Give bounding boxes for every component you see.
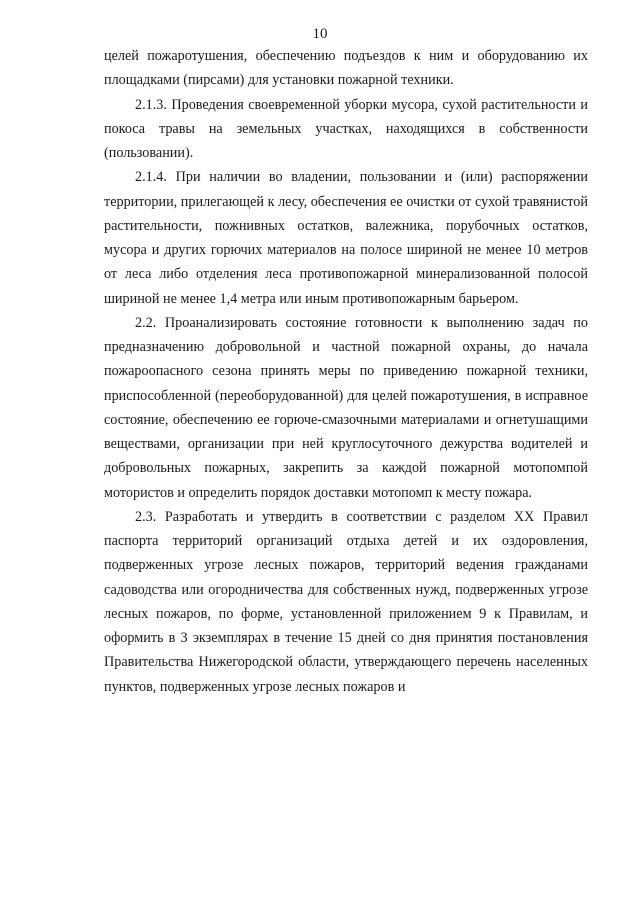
paragraph-2-3: 2.3. Разработать и утвердить в соответствии с разделом XX Правил паспорта территорий организаций отдыха детей и их оздоровления, подверженных угрозе лесных пожаров, территорий ведения гражданами садоводства или огородничества для собственных нужд, подверженных угрозе лесных пожаров, по форме, установленной приложением 9 к Правилам, и оформить в 3 экземплярах в течение 15 дней со дня принятия постановления Правительства Нижегородской области, утверждающего перечень населенных пунктов, подверженных угрозе лесных пожаров и — [104, 508, 588, 695]
paragraph-2-2: 2.2. Проанализировать состояние готовности к выполнению задач по предназначению добровольной и частной пожарной охраны, до начала пожароопасного сезона принять меры по приведению пожарной техники, приспособленной (переоборудованной) для целей пожаротушения, в исправное состояние, обеспечению ее горюче-смазочными материалами и огнетушащими веществами, организации при ней круглосуточного дежурства водителей и добровольных пожарных, закрепить за каждой пожарной мотопомпой мотористов и определить порядок доставки мотопомп к месту пожара. — [104, 314, 588, 501]
paragraph-2-1-3: 2.1.3. Проведения своевременной уборки мусора, сухой растительности и покоса травы на земельных участках, находящихся в собственности (пользовании). — [104, 96, 588, 161]
page-number: 10 — [312, 26, 328, 42]
paragraph-2-1-4: 2.1.4. При наличии во владении, пользовании и (или) распоряжении территории, прилегающей к лесу, обеспечения ее очистки от сухой травянистой растительности, пожнивных остатков, валежника, порубочных остатков, мусора и других горючих материалов на полосе шириной не менее 10 метров от леса либо отделения леса противопожарной минерализованной полосой шириной не менее 1,4 метра или иным противопожарным барьером. — [104, 169, 588, 307]
document-body — [104, 44, 588, 699]
paragraph-continuation: целей пожаротушения, обеспечению подъездов к ним и оборудованию их площадками (пирсами) для установки пожарной техники. — [104, 48, 588, 89]
